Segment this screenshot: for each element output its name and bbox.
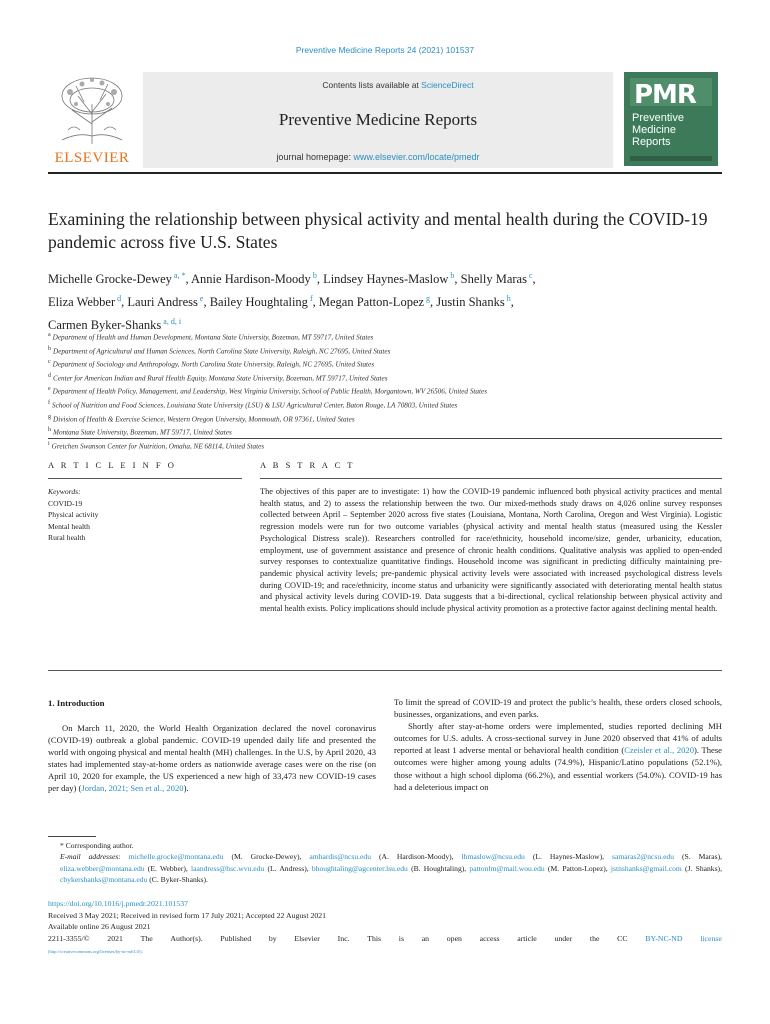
- affiliation-key: a: [48, 332, 51, 338]
- journal-header: [48, 72, 722, 168]
- author-name[interactable]: Michelle Grocke-Dewey: [48, 272, 172, 287]
- author-name[interactable]: Carmen Byker-Shanks: [48, 318, 162, 333]
- license-word: is: [398, 933, 404, 943]
- license-url-link[interactable]: (http://creativecommons.org/licenses/by-nc-nd/4.0/).: [48, 949, 143, 955]
- author-affiliation-marker[interactable]: g: [424, 294, 431, 304]
- affiliation-key: c: [48, 359, 51, 366]
- citation-czeisler[interactable]: Czeisler et al., 2020: [624, 745, 695, 756]
- intro-paragraph-3: [394, 720, 722, 793]
- license-word[interactable]: license: [700, 933, 722, 943]
- email-link[interactable]: pattonlm@mail.wou.edu: [469, 863, 545, 873]
- homepage-line: [143, 152, 613, 162]
- affiliation-key: f: [48, 399, 50, 406]
- affiliation-item: [48, 330, 722, 344]
- affiliation-key: d: [48, 372, 51, 379]
- license-word: 2021: [107, 933, 123, 943]
- email-list: [60, 852, 722, 884]
- author-separator: ,: [185, 272, 192, 287]
- abstract-divider: [260, 478, 722, 479]
- abstract-heading: A B S T R A C T: [260, 460, 355, 470]
- keyword-item: Physical activity: [48, 510, 99, 520]
- email-owner: (B. Houghtaling),: [407, 863, 470, 873]
- affiliation-item: [48, 412, 722, 426]
- affiliation-item: [48, 398, 722, 412]
- affiliation-item: [48, 439, 722, 453]
- email-owner: (L. Andress),: [264, 863, 312, 873]
- cover-line-2: Medicine: [632, 124, 677, 136]
- elsevier-tree-logo: [48, 74, 136, 168]
- email-link[interactable]: eliza.webber@montana.edu: [60, 863, 145, 873]
- tree-illustration-icon: [48, 74, 136, 146]
- author-name[interactable]: Justin Shanks: [436, 295, 505, 310]
- cover-line-3: Reports: [632, 136, 671, 148]
- author-separator: ,: [121, 295, 128, 310]
- license-word: open: [446, 933, 462, 943]
- author-affiliation-marker[interactable]: h: [504, 294, 511, 304]
- license-word: the: [589, 933, 600, 943]
- author-name[interactable]: Shelly Maras: [460, 272, 527, 287]
- author-name[interactable]: Bailey Houghtaling: [209, 295, 308, 310]
- keywords-block: [48, 486, 242, 544]
- license-word: by: [268, 933, 277, 943]
- keyword-list: [48, 498, 242, 544]
- affiliation-divider: [48, 438, 722, 439]
- affiliation-text: Gretchen Swanson Center for Nutrition, Omaha, NE 68114, United States: [51, 442, 265, 451]
- email-link[interactable]: laandress@hsc.wvu.edu: [191, 863, 265, 873]
- email-link[interactable]: bhoughtaling@agcenter.lsu.edu: [311, 863, 408, 873]
- article-info-divider: [48, 478, 242, 479]
- homepage-prefix: journal homepage:: [276, 152, 354, 162]
- cover-logo: PMR: [634, 80, 696, 110]
- affiliation-text: Department of Sociology and Anthropology, North Carolina State University, Raleigh, NC 27695, United States: [52, 360, 375, 369]
- author-affiliation-marker[interactable]: a, *: [171, 271, 186, 280]
- email-link[interactable]: cbykershanks@montana.edu: [60, 875, 148, 885]
- author-separator: ,: [430, 295, 437, 310]
- license-line: [48, 933, 722, 945]
- affiliation-item: [48, 425, 722, 439]
- email-link[interactable]: michelle.grocke@montana.edu: [128, 852, 224, 862]
- author-list: [48, 266, 722, 335]
- keyword-item: COVID-19: [48, 498, 83, 508]
- introduction-left-column: [48, 722, 376, 795]
- journal-name: Preventive Medicine Reports: [278, 110, 478, 129]
- affiliation-item: [48, 357, 722, 371]
- intro-paragraph-1: On March 11, 2020, the World Health Organization declared the novel coronavirus (COVID-19) outbreak a global pandemic. COVID-19 upended daily life and presented the world with ongoing physical and mental health (MH) challenges. In the U.S, by April 2020, 43 states had implemented stay-at-home orders as nationwide average cases were on the rise (on April 10, 2020 for example, the US experienced a new high of 33,473 new COVID-19 cases per day) (: [48, 723, 376, 794]
- article-info-heading: A R T I C L E I N F O: [48, 460, 177, 470]
- author-name[interactable]: Annie Hardison-Moody: [191, 272, 311, 287]
- intro-paragraph-1-end: ).: [183, 783, 189, 794]
- email-addresses: [48, 851, 722, 885]
- email-owner: (M. Grocke-Dewey),: [223, 852, 310, 862]
- publication-info: [48, 898, 722, 958]
- license-word: an: [421, 933, 430, 943]
- email-owner: (E. Webber),: [144, 863, 192, 873]
- author-affiliation-marker[interactable]: b: [448, 271, 455, 280]
- author-affiliation-marker[interactable]: e: [197, 294, 204, 304]
- keyword-item: Rural health: [48, 533, 86, 543]
- affiliation-text: Center for American Indian and Rural Health Equity, Montana State University, Bozeman, MT 59717, United States: [53, 374, 388, 383]
- author-separator: ,: [203, 295, 210, 310]
- doi-link[interactable]: https://doi.org/10.1016/j.pmedr.2021.101537: [48, 899, 188, 908]
- email-owner: (J. Shanks),: [681, 863, 722, 873]
- footnotes: [48, 840, 722, 886]
- email-link[interactable]: amhardis@ncsu.edu: [309, 852, 372, 862]
- intro-paragraph-2: To limit the spread of COVID-19 and protect the public’s health, these orders closed schools, businesses, organizations, and even parks.: [394, 697, 722, 720]
- affiliation-text: Division of Health & Exercise Science, Western Oregon University, Monmouth, OR 97361, United States: [53, 414, 355, 423]
- email-link[interactable]: lhmaslow@ncsu.edu: [461, 852, 525, 862]
- affiliation-key: b: [48, 345, 51, 352]
- affiliation-list: [48, 330, 722, 452]
- article-title: Examining the relationship between physical activity and mental health during the COVID-19 pandemic across five U.S. States: [48, 209, 708, 252]
- cover-title: [632, 112, 684, 148]
- author-affiliation-marker[interactable]: f: [307, 294, 313, 304]
- author-name[interactable]: Megan Patton-Lopez: [318, 295, 425, 310]
- license-word: CC: [617, 933, 628, 943]
- license-word: This: [367, 933, 382, 943]
- email-owner: (A. Hardison-Moody),: [371, 852, 462, 862]
- affiliation-item: [48, 384, 722, 398]
- author-affiliation-marker[interactable]: c: [526, 271, 533, 280]
- affiliation-text: Department of Agricultural and Human Sciences, North Carolina State University, Raleigh, NC 27695, United States: [53, 346, 391, 355]
- footnote-divider: [48, 836, 96, 837]
- introduction-right-column: [394, 696, 722, 793]
- license-word: 2211-3355/©: [48, 933, 90, 943]
- header-divider: [48, 172, 722, 174]
- corresponding-author-label: Corresponding author.: [63, 841, 134, 850]
- license-word: Author(s).: [170, 933, 203, 943]
- author-separator: ,: [532, 272, 536, 287]
- license-word: Published: [220, 933, 252, 943]
- license-word: article: [517, 933, 537, 943]
- affiliation-text: Department of Health Policy, Management, and Leadership, West Virginia University, School of Public Health, Morgantown, WV 26506, United States: [52, 387, 487, 396]
- affiliation-key: i: [48, 440, 50, 447]
- license-word: access: [479, 933, 500, 943]
- affiliation-item: [48, 344, 722, 358]
- author-affiliation-marker[interactable]: a, d, i: [161, 317, 182, 327]
- author-name[interactable]: Eliza Webber: [48, 295, 116, 310]
- abstract-bottom-divider: [48, 670, 722, 671]
- license-word: under: [554, 933, 573, 943]
- available-online-date: Available online 26 August 2021: [48, 922, 151, 932]
- license-word: The: [140, 933, 153, 943]
- sciencedirect-link[interactable]: ScienceDirect: [421, 80, 474, 90]
- license-word[interactable]: BY-NC-ND: [645, 933, 683, 943]
- journal-cover: [624, 72, 718, 166]
- email-link[interactable]: samaras2@ncsu.edu: [612, 852, 675, 862]
- contents-prefix: Contents lists available at: [322, 80, 422, 90]
- author-affiliation-marker[interactable]: d: [115, 294, 122, 304]
- corresponding-author-note: [48, 840, 722, 851]
- keywords-label: Keywords:: [48, 487, 81, 496]
- email-link[interactable]: jstnshanks@gmail.com: [610, 863, 682, 873]
- journal-homepage-link[interactable]: www.elsevier.com/locate/pmedr: [353, 152, 480, 162]
- license-word: Inc.: [337, 933, 350, 943]
- affiliation-key: h: [48, 427, 51, 434]
- affiliation-item: [48, 371, 722, 385]
- abstract-text: The objectives of this paper are to investigate: 1) how the COVID-19 pandemic influenced both physical activity practices and mental health status, and 2) to assess the relationship between the two. Our mixed-methods study draws on 4,026 online survey responses collected between April – September 2020 across five states (Louisiana, Montana, North Carolina, Oregon and West Virginia). Logistic regression models were run for two outcome variables (physical activity and mental health status (measured using the Kessler Psychological Distress scale)). Researchers controlled for race/ethnicity, household income/size, gender, urbanicity, education, employment, use of government assistance and presence of chronic health conditions. Qualitative analysis was applied to open-ended survey responses to contextualize quantitative findings. Household income was significant in predicting difficulty maintaining pre-pandemic physical activity levels; pre-pandemic physical activity levels were associated with increased psychological distress levels during COVID-19; and race/ethnicity, income status and urbanicity were significantly associated with deteriorating mental health status and physical activity levels during COVID-19. Data suggests that a bi-directional, cyclical relationship between physical activity and mental health exists. Policy implications should include physical activity promotion as a protective factor against declining mental health.: [260, 487, 722, 614]
- cover-line-1: Preventive: [632, 112, 684, 124]
- citation-jordan-sen[interactable]: Jordan, 2021; Sen et al., 2020: [81, 783, 184, 794]
- intro-paragraph-3-end: ). These outcomes were higher among young adults (74.9%), Hispanic/Latino populations (52.1%), those without a high school diploma (66.2%), and essential workers (54.0%). COVID-19 has had a deleterious impact on: [394, 745, 722, 792]
- author-name[interactable]: Lauri Andress: [127, 295, 198, 310]
- journal-reference-link[interactable]: Preventive Medicine Reports 24 (2021) 101537: [295, 45, 475, 55]
- received-dates: Received 3 May 2021; Received in revised form 17 July 2021; Accepted 22 August 2021: [48, 910, 327, 920]
- author-separator: ,: [510, 295, 514, 310]
- intro-paragraph-3-start: Shortly after stay-at-home orders were implemented, studies reported declining MH outcomes for U.S. adults. A cross-sectional survey in June 2020 observed that 41% of adults reported at least 1 adverse mental or behavioral health condition (: [394, 721, 722, 756]
- cover-footer-bar: [630, 156, 712, 161]
- elsevier-wordmark: ELSEVIER: [54, 150, 130, 166]
- author-separator: ,: [312, 295, 319, 310]
- keyword-item: Mental health: [48, 521, 90, 531]
- author-separator: ,: [316, 272, 324, 287]
- affiliation-key: g: [48, 413, 51, 420]
- license-word: Elsevier: [294, 933, 320, 943]
- affiliation-text: Montana State University, Bozeman, MT 59717, United States: [53, 428, 232, 437]
- author-separator: ,: [454, 272, 461, 287]
- author-affiliation-marker[interactable]: b: [310, 271, 317, 280]
- email-label: E-mail addresses:: [60, 852, 129, 862]
- introduction-heading: 1. Introduction: [48, 698, 105, 708]
- email-owner: (S. Maras),: [674, 852, 723, 862]
- email-owner: (C. Byker-Shanks).: [147, 875, 208, 885]
- email-owner: (M. Patton-Lopez),: [544, 863, 611, 873]
- affiliation-key: e: [48, 386, 51, 393]
- author-name[interactable]: Lindsey Haynes-Maslow: [323, 272, 449, 287]
- contents-line: [178, 80, 618, 90]
- email-owner: (L. Haynes-Maslow),: [524, 852, 612, 862]
- affiliation-text: Department of Health and Human Development, Montana State University, Bozeman, MT 59717, United States: [52, 333, 374, 342]
- footnote-mark: *: [60, 841, 64, 850]
- affiliation-text: School of Nutrition and Food Sciences, Louisiana State University (LSU) & LSU Agricultural Center, Baton Rouge, LA 70803, United States: [52, 401, 458, 410]
